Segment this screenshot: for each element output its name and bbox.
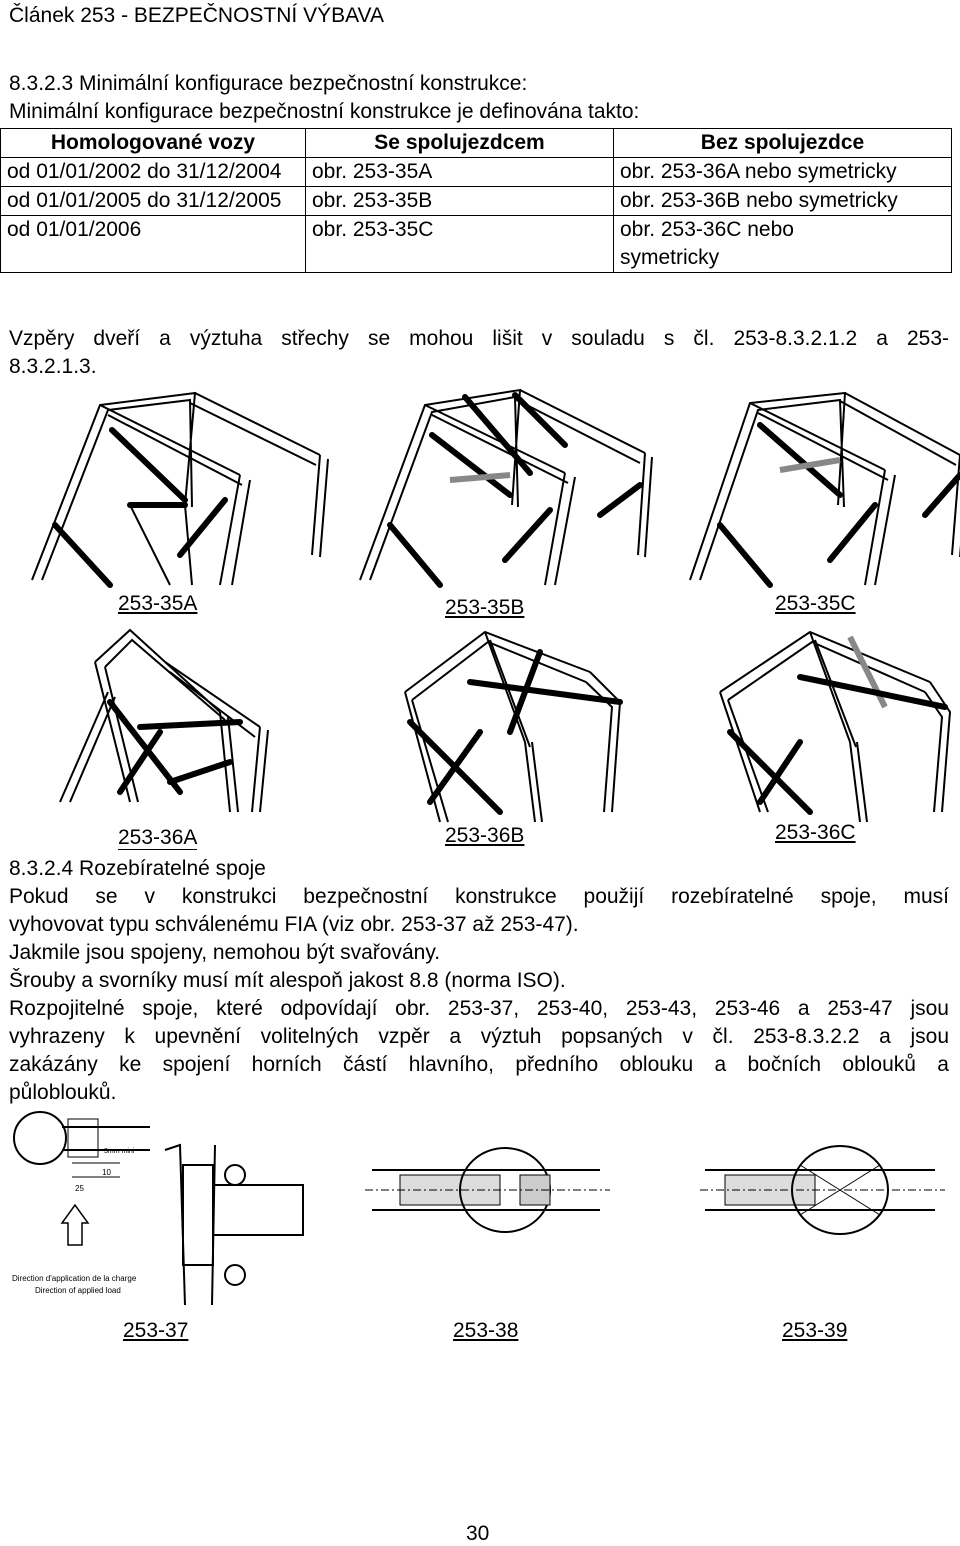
rollcage-drawings-row1 — [20, 385, 920, 585]
paragraph-line: vyhrazeny k upevnění volitelných vzpěr a výztuh popsaných v čl. 253-8.3.2.2 a jsou — [9, 1025, 949, 1048]
figure-caption: 253-35C — [775, 592, 856, 615]
joint-drawings — [0, 1105, 960, 1305]
note-line-2: 8.3.2.1.3. — [9, 355, 97, 378]
load-direction-label: Direction of applied load — [35, 1286, 121, 1295]
table-cell-without: obr. 253-36B nebo symetricky — [614, 187, 952, 216]
figure-caption: 253-37 — [123, 1319, 189, 1342]
rollcage-drawing-253-35b — [360, 390, 652, 585]
rollcage-drawings-row2 — [20, 622, 920, 822]
section-heading: 8.3.2.3 Minimální konfigurace bezpečnostní konstrukce: — [9, 72, 528, 95]
joint-drawing-253-38 — [365, 1148, 610, 1232]
figure-caption: 253-38 — [453, 1319, 519, 1342]
joint-drawing-253-39 — [700, 1146, 945, 1234]
rollcage-drawing-253-36a — [60, 630, 268, 812]
joint-drawing-253-37 — [12, 1112, 303, 1305]
paragraph-line: vyhovovat typu schválenému FIA (viz obr. 253-37 až 253-47). — [9, 913, 579, 936]
paragraph-line: Jakmile jsou spojeny, nemohou být svařovány. — [9, 941, 441, 964]
page-header: Článek 253 - BEZPEČNOSTNÍ VÝBAVA — [9, 4, 385, 27]
dimension-label: 25 — [75, 1184, 84, 1193]
figure-caption: 253-36B — [445, 824, 525, 847]
note-line-1: Vzpěry dveří a výztuha střechy se mohou lišit v souladu s čl. 253-8.3.2.1.2 a 253- — [9, 327, 949, 350]
paragraph-line: půloblouků. — [9, 1081, 117, 1104]
section-intro: Minimální konfigurace bezpečnostní konstrukce je definována takto: — [9, 100, 640, 123]
paragraph-line: Pokud se v konstrukci bezpečnostní konstrukce použijí rozebíratelné spoje, musí — [9, 885, 949, 908]
page-number: 30 — [466, 1522, 490, 1545]
table-row — [1, 158, 952, 187]
rollcage-drawing-253-35c — [690, 393, 960, 585]
table-row — [1, 216, 952, 273]
dimension-label: 3mm mini — [104, 1148, 135, 1155]
table-cell-with: obr. 253-35C — [306, 216, 614, 273]
dimension-label: 10 — [102, 1168, 111, 1177]
paragraph-line: Rozpojitelné spoje, které odpovídají obr. 253-37, 253-40, 253-43, 253-46 a 253-47 jsou — [9, 997, 949, 1020]
table-cell-with: obr. 253-35A — [306, 158, 614, 187]
table-header: Homologované vozy — [1, 129, 306, 158]
figure-caption: 253-36A — [118, 826, 198, 849]
section-heading: 8.3.2.4 Rozebíratelné spoje — [9, 857, 266, 880]
figure-caption: 253-35A — [118, 592, 198, 615]
table-header: Se spolujezdcem — [306, 129, 614, 158]
load-direction-label: Direction d'application de la charge — [12, 1274, 137, 1283]
figure-caption: 253-36C — [775, 821, 856, 844]
figure-caption: 253-35B — [445, 596, 525, 619]
table-header-row — [1, 129, 952, 158]
table-cell-period: od 01/01/2006 — [1, 216, 306, 273]
table-cell-period: od 01/01/2005 do 31/12/2005 — [1, 187, 306, 216]
rollcage-drawing-253-36c — [720, 632, 950, 822]
table-row — [1, 187, 952, 216]
paragraph-line: zakázány ke spojení horních částí hlavního, předního oblouku a bočních oblouků a — [9, 1053, 949, 1076]
figure-caption: 253-39 — [782, 1319, 848, 1342]
table-cell-without: obr. 253-36C nebo symetricky — [614, 216, 952, 273]
rollcage-drawing-253-36b — [405, 632, 620, 822]
table-header: Bez spolujezdce — [614, 129, 952, 158]
table-cell-without: obr. 253-36A nebo symetricky — [614, 158, 952, 187]
arrow-up-icon — [62, 1205, 88, 1245]
configuration-table — [0, 128, 952, 273]
table-cell-period: od 01/01/2002 do 31/12/2004 — [1, 158, 306, 187]
rollcage-drawing-253-35a — [32, 393, 328, 585]
paragraph-line: Šrouby a svorníky musí mít alespoň jakost 8.8 (norma ISO). — [9, 969, 566, 992]
table-cell-with: obr. 253-35B — [306, 187, 614, 216]
